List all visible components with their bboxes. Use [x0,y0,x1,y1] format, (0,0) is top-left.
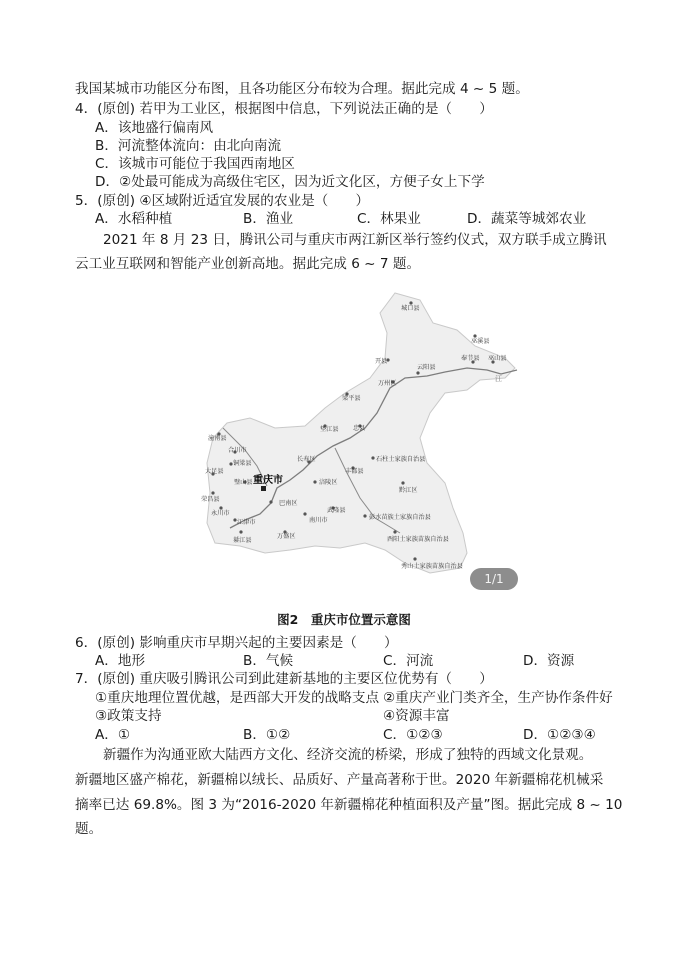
map-label-zhongxian: 忠县 [353,425,366,432]
question-4-option-a: A．该地盛行偏南风 [95,120,214,136]
question-4-option-c: C．该城市可能位于我国西南地区 [95,156,295,172]
map-label-shizhu: 石柱土家族自治县 [376,456,426,463]
question-7-option-a: A．① [95,727,131,743]
map-label-qijiang: 綦江县 [233,537,252,544]
map-label-wulong: 武隆县 [327,507,346,514]
chongqing-location-map [201,288,523,594]
map-label-jiangjin: 江津市 [237,519,256,526]
map-label-rongchang: 荣昌县 [201,496,220,503]
map-label-youyang: 酉阳土家族苗族自治县 [387,536,449,543]
map-label-wushan: 巫山县 [488,355,507,362]
question-6-option-a: A．地形 [95,653,146,669]
intro-questions-8-10-line-1: 新疆作为沟通亚欧大陆西方文化、经济交流的桥梁，形成了独特的西域文化景观。 [103,747,593,763]
question-7-stem: 7．(原创) 重庆吸引腾讯公司到此建新基地的主要区位优势有（ ） [75,671,493,687]
page-indicator-badge[interactable]: 1/1 [470,568,518,590]
question-7-option-b: B．①② [243,727,291,743]
intro-questions-8-10-line-4: 题。 [75,821,103,837]
map-label-chongqing: 重庆市 [253,475,283,486]
intro-questions-8-10-line-2: 新疆地区盛产棉花，新疆棉以绒长、品质好、产量高著称于世。2020 年新疆棉花机械采 [75,772,604,788]
question-7-statement-1: ①重庆地理位置优越，是西部大开发的战略支点 [95,690,380,706]
question-6-stem: 6．(原创) 影响重庆市早期兴起的主要因素是（ ） [75,635,398,651]
map-label-liangping: 梁平县 [342,395,361,402]
map-label-tongnan: 潼南县 [208,435,227,442]
question-7-statement-4: ④资源丰富 [383,708,450,724]
map-label-fengdu: 丰都县 [345,468,364,475]
question-6-option-b: B．气候 [243,653,294,669]
question-4-option-d: D．②处最可能成为高级住宅区，因为近文化区，方便子女上下学 [95,174,485,190]
question-7-statement-2: ②重庆产业门类齐全，生产协作条件好 [383,690,613,706]
map-label-tongliang: 铜梁县 [233,460,252,467]
map-label-fengjie: 奉节县 [461,355,480,362]
intro-questions-6-7-line-1: 2021 年 8 月 23 日，腾讯公司与重庆市两江新区举行签约仪式，双方联手成立腾讯 [103,232,607,248]
question-6-option-c: C．河流 [383,653,434,669]
question-5-option-b: B．渔业 [243,211,294,227]
intro-questions-6-7-line-2: 云工业互联网和智能产业创新高地。据此完成 6 ~ 7 题。 [75,256,421,272]
map-label-wuxi: 巫溪县 [471,338,490,345]
map-label-xiushan: 秀山土家族苗族自治县 [401,563,463,570]
map-label-banan: 巴南区 [279,500,298,507]
map-label-river: 江 [495,375,502,383]
intro-questions-4-5: 我国某城市功能区分布图，且各功能区分布较为合理。据此完成 4 ~ 5 题。 [75,81,529,97]
map-label-changshou: 长寿区 [297,456,316,463]
map-label-qianjiang: 黔江区 [399,487,418,494]
question-4-stem: 4．(原创) 若甲为工业区，根据图中信息，下列说法正确的是（ ） [75,101,493,117]
question-7-statement-3: ③政策支持 [95,708,162,724]
map-label-yunyang: 云阳县 [417,364,436,371]
map-label-kaizhou: 开县 [375,358,388,365]
map-label-yongchuan: 永川市 [211,510,230,517]
question-6-option-d: D．资源 [523,653,575,669]
map-label-pengshui: 彭水苗族土家族自治县 [369,514,431,521]
figure-caption: 图2 重庆市位置示意图 [277,612,411,627]
question-5-option-c: C．林果业 [357,211,421,227]
map-label-bishan: 璧山县 [234,479,253,486]
question-7-option-c: C．①②③ [383,727,443,743]
map-label-chengkou: 城口县 [401,305,420,312]
question-5-option-d: D．蔬菜等城郊农业 [467,211,587,227]
question-4-option-b: B．河流整体流向：由北向南流 [95,138,282,154]
intro-questions-8-10-line-3: 摘率已达 69.8%。图 3 为“2016-2020 年新疆棉花种植面积及产量”图。据此完成 8 ~ 10 [75,797,623,813]
map-label-dianjiang: 垫江县 [320,426,339,433]
map-label-wanzhou: 万州区 [378,380,397,387]
question-5-stem: 5．(原创) ④区域附近适宜发展的农业是（ ） [75,193,370,209]
map-label-wansheng: 万盛区 [277,533,296,540]
chongqing-region-outline [207,293,515,573]
question-7-option-d: D．①②③④ [523,727,596,743]
map-label-hechuan: 合川市 [228,447,247,454]
map-label-fuling: 涪陵区 [319,479,338,486]
map-label-dazu: 大足县 [205,468,224,475]
question-5-option-a: A．水稻种植 [95,211,173,227]
map-label-nanchuan: 南川市 [309,517,328,524]
